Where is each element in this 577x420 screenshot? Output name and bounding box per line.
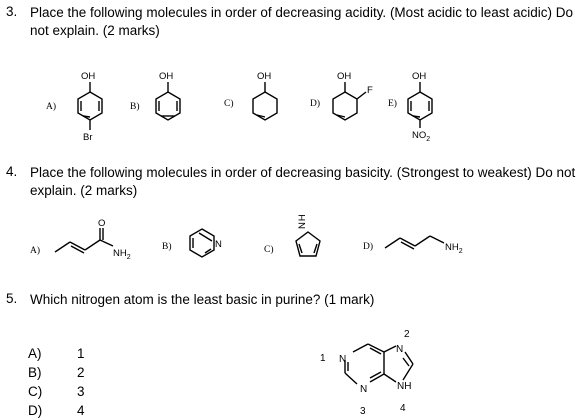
- q3-label-c: C): [224, 99, 234, 109]
- pyridine-n-label: N: [215, 239, 222, 250]
- pyrrole-nh-label: NH: [297, 214, 308, 229]
- option-c[interactable]: C) 3: [28, 384, 85, 399]
- atom-number-2: 2: [404, 329, 410, 340]
- q3-label-d: D): [310, 99, 321, 109]
- br-label: Br: [83, 132, 93, 143]
- q3-label-a: A): [46, 102, 57, 112]
- option-d[interactable]: D) 4: [28, 403, 85, 418]
- f-label: F: [367, 85, 373, 96]
- q4-text: [30, 164, 575, 200]
- q4-number: 4.: [6, 164, 18, 179]
- purine-structure: [0, 320, 577, 420]
- atom-number-4: 4: [400, 403, 406, 414]
- q4-label-d: D): [363, 242, 374, 252]
- q4-label-c: C): [264, 245, 274, 255]
- purine-n4-label: NH: [397, 381, 412, 392]
- oh-label-d: OH: [337, 71, 352, 82]
- q4-label-b: B): [162, 242, 172, 252]
- purine-n1-label: N: [339, 354, 347, 365]
- q3-label-b: B): [130, 102, 140, 112]
- q4-label-a: A): [30, 246, 41, 256]
- q3-label-e: E): [388, 99, 397, 109]
- oh-label-b: OH: [159, 71, 174, 82]
- q5-number: 5.: [6, 291, 18, 306]
- oh-label-c: OH: [257, 71, 272, 82]
- option-b[interactable]: B) 2: [28, 365, 85, 380]
- q3-number: 3.: [6, 4, 18, 19]
- q5-text: Which nitrogen atom is the least basic in purine? (1 mark): [30, 292, 375, 307]
- molecule-c-ring: [253, 92, 277, 120]
- amide-nh2-label: $NH_2$: [113, 248, 131, 261]
- atom-number-1: 1: [320, 353, 326, 364]
- purine-n3-label: N: [360, 384, 368, 395]
- oh-label-e: OH: [412, 71, 427, 82]
- oh-label-a: OH: [81, 71, 96, 82]
- q3-text-line1: Place the following molecules in order of decreasing acidity. (Most acidic to least acidic) Do: [30, 5, 573, 20]
- option-a[interactable]: A) 1: [28, 346, 85, 361]
- amine-nh2-label: $NH_2$: [445, 242, 463, 255]
- molecule-d-ring: [333, 92, 357, 120]
- q3-text-line2: not explain. (2 marks): [30, 23, 160, 38]
- purine-n2-label: N: [396, 344, 404, 355]
- q3-text: [30, 4, 573, 40]
- q4-text-line2: explain. (2 marks): [30, 183, 138, 198]
- atom-number-3: 3: [360, 406, 366, 417]
- q4-molecules: [0, 210, 577, 280]
- q4-text-line1: Place the following molecules in order of decreasing basicity. (Strongest to weakest) Do not: [30, 165, 576, 180]
- amide-o-label: O: [98, 218, 106, 229]
- no2-label: $NO_2$: [412, 130, 431, 143]
